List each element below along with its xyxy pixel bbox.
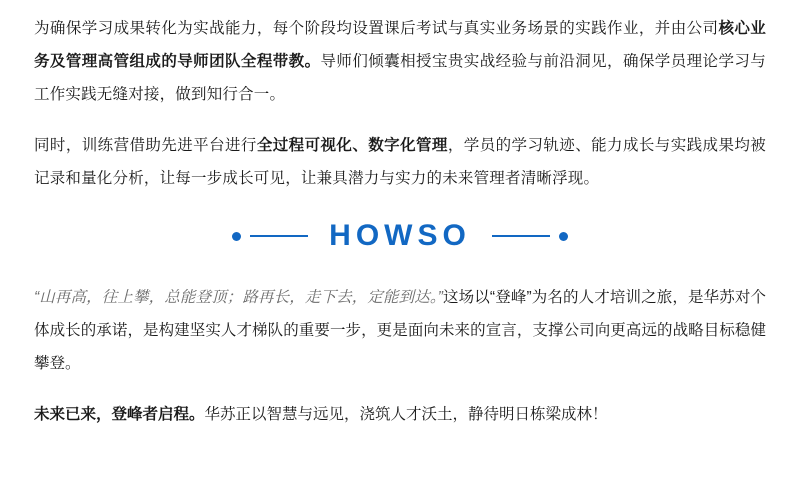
paragraph2-segment-1: 全过程可视化、数字化管理: [256, 137, 448, 154]
closing-segment-1: 华苏正以智慧与远见，浇筑人才沃土，静待明日栋梁成林！: [204, 406, 608, 423]
dot-right-icon: [559, 232, 568, 241]
quote-followup-text: 这场以“登峰”为名的人才培训之旅，是华苏对个体成长的承诺，是构建坚实人才梯队的重要一步，更是面向未来的宣言，支撑公司向更高远的战略目标稳健攀登。: [34, 289, 766, 372]
dot-left-icon: [232, 232, 241, 241]
quote-text: “山再高，往上攀，总能登顶；路再长，走下去，定能到达。”: [34, 289, 443, 306]
closing-segment-0: 未来已来，登峰者启程。: [34, 406, 205, 423]
paragraph1-segment-0: 为确保学习成果转化为实战能力，每个阶段均设置课后考试与真实业务场景的实践作业，并由公司: [34, 20, 719, 37]
paragraph-digital-management: [34, 129, 766, 195]
paragraph1-segment-2: 导师们倾囊相授宝贵实战经验与前沿洞见，确保学员理论学习与工作实践无缝对接，做到知行合一。: [34, 53, 766, 103]
divider-line-left: [250, 235, 308, 237]
paragraph-practice-training: [34, 12, 766, 111]
paragraph2-segment-0: 同时，训练营借助先进平台进行: [34, 137, 257, 154]
divider-line-right: [492, 235, 550, 237]
paragraph-quote: [34, 281, 766, 380]
paragraph2-segment-2: ，学员的学习轨迹、能力成长与实践成果均被记录和量化分析，让每一步成长可见，让兼具潜力与实力的未来管理者清晰浮现。: [34, 137, 766, 187]
brand-divider: [34, 221, 766, 251]
paragraph1-segment-1: 核心业务及管理高管组成的导师团队全程带教。: [34, 20, 766, 70]
brand-wordmark: HOWSO: [329, 219, 471, 252]
paragraph-closing: [34, 398, 766, 431]
